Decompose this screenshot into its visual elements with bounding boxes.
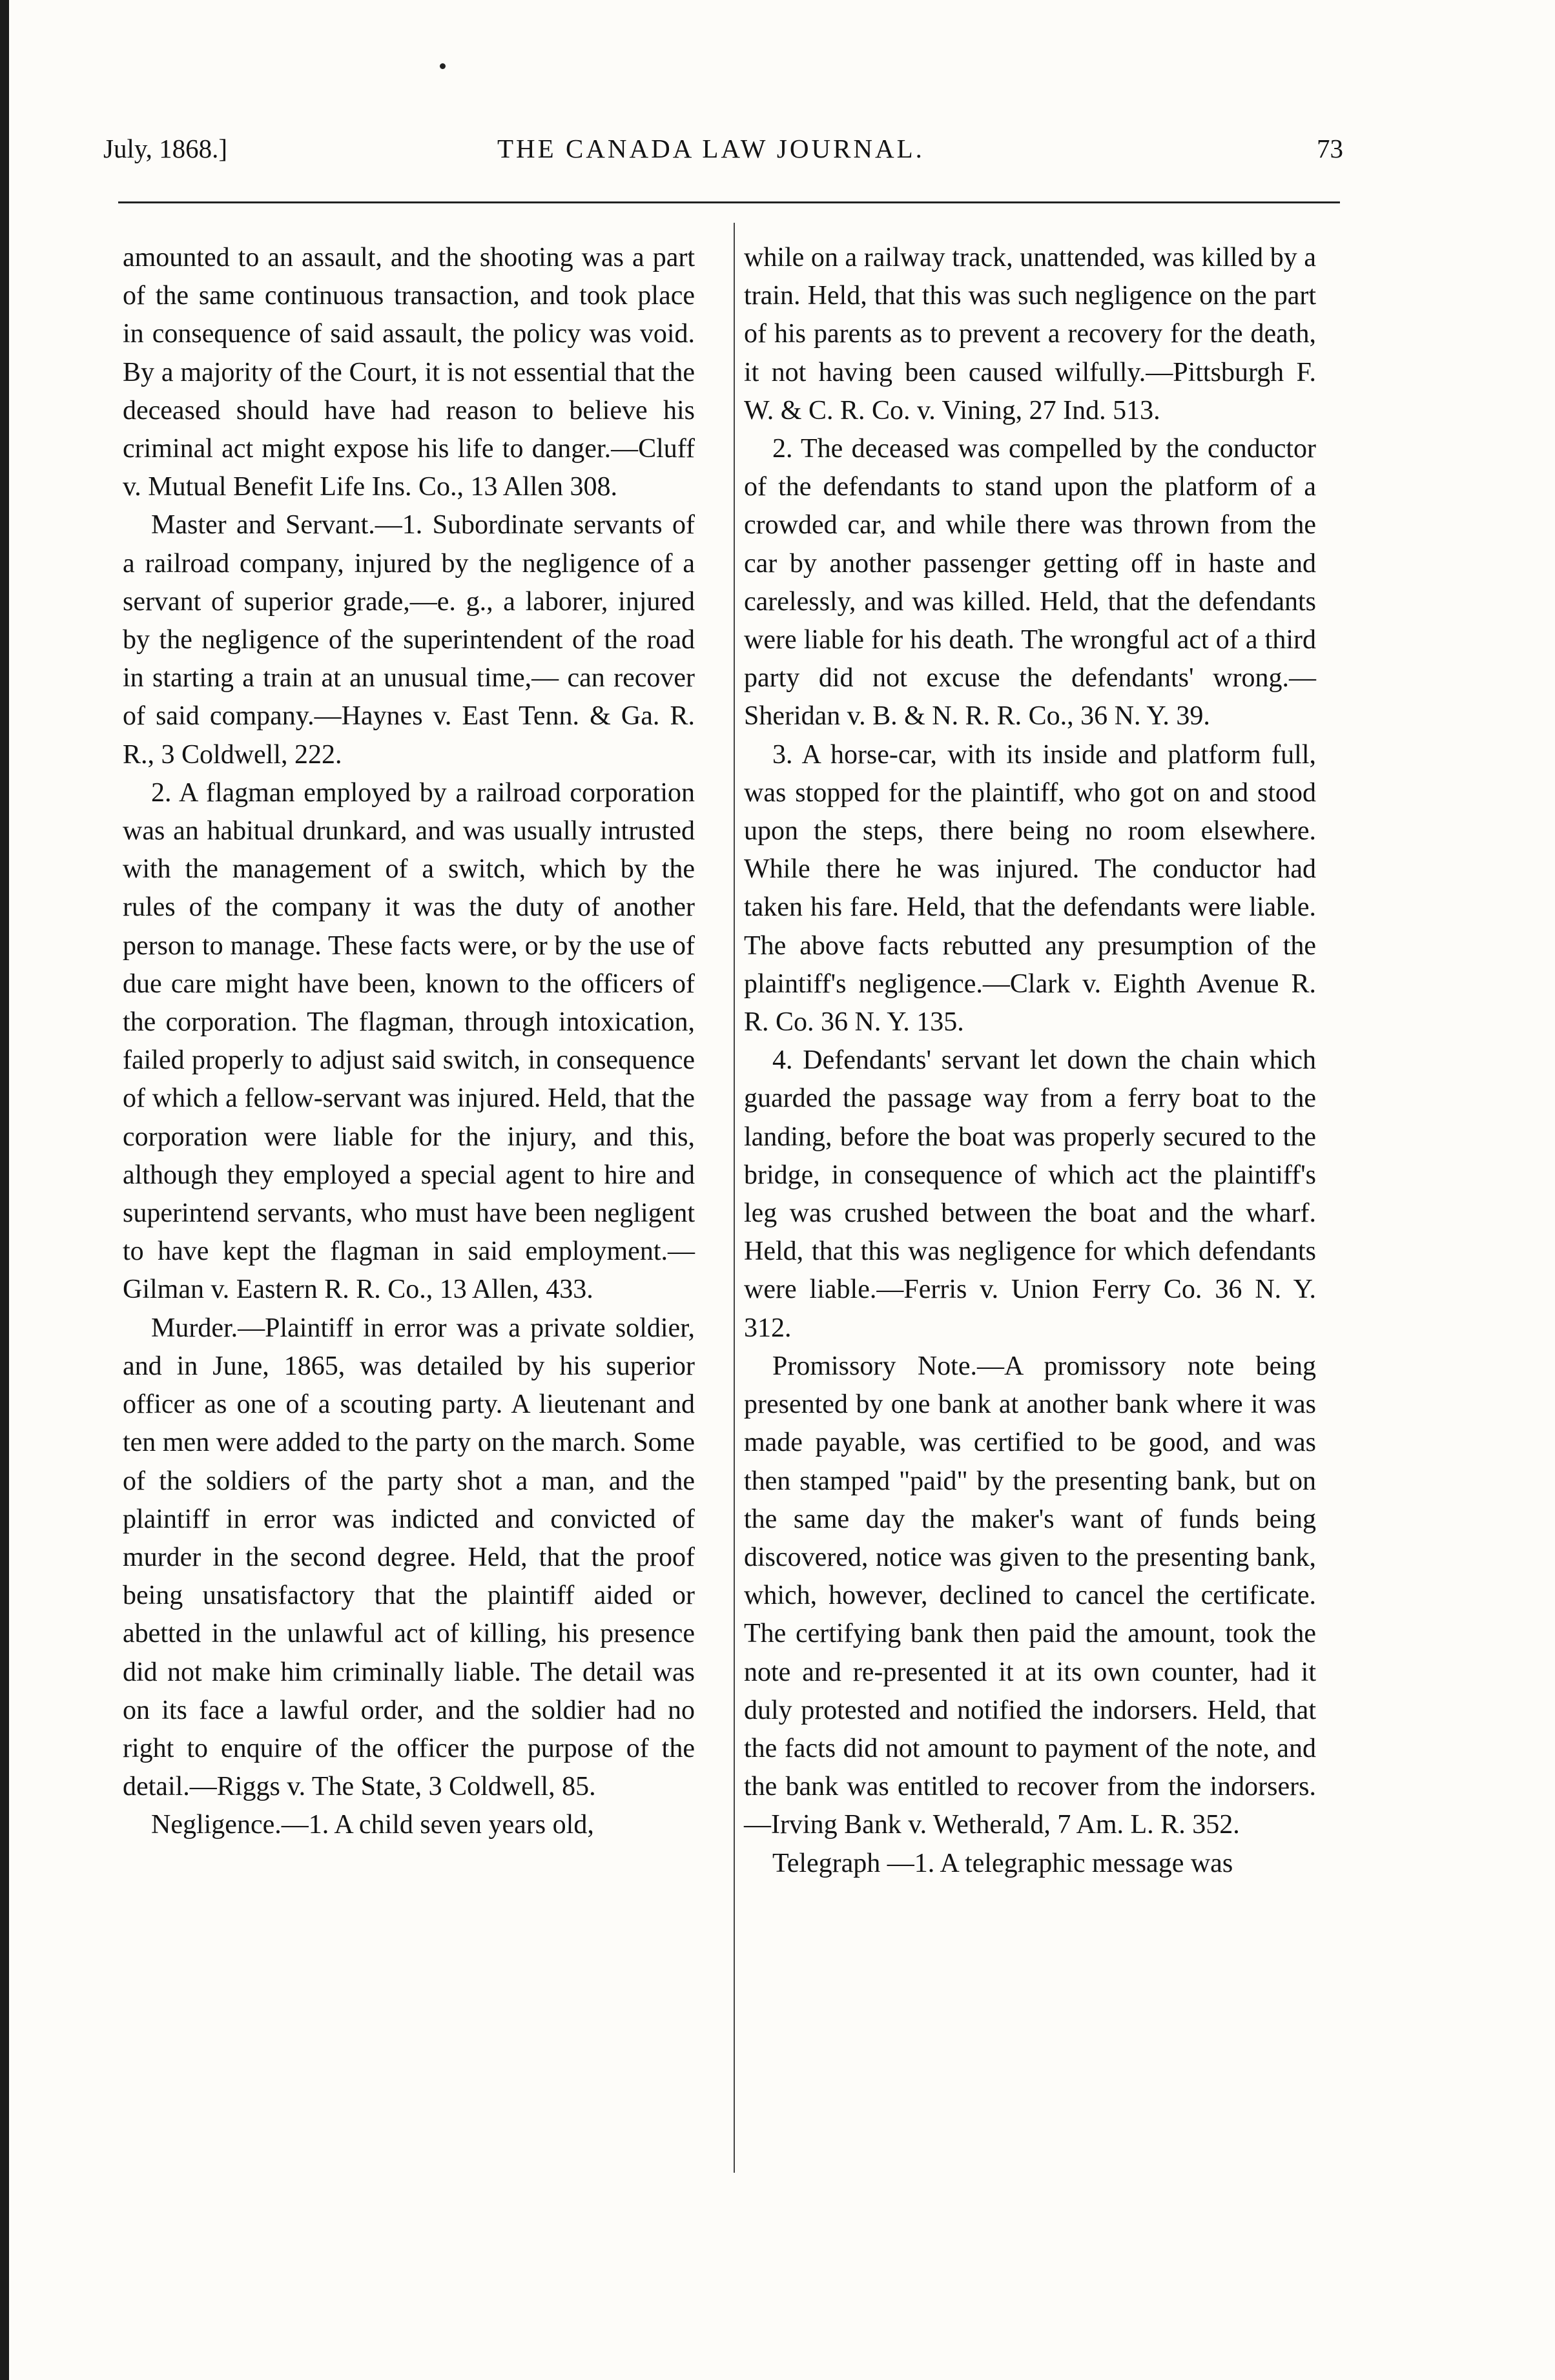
ink-speck: [440, 63, 446, 69]
running-header: [90, 133, 1343, 178]
paragraph: 4. Defendants' servant let down the chain which guarded the passage way from a ferry boat to the landing, before the boat was properly secured to the bridge, in consequence of which act the plaintiff's leg was crushed between the boat and the wharf. Held, that this was negligence for which defendants were liable.—Ferris v. Union Ferry Co. 36 N. Y. 312.: [744, 1045, 1316, 1343]
paragraph: Master and Servant.—1. Subordinate servants of a railroad company, injured by the negligence of a servant of superior grade,—e. g., a laborer, injured by the negligence of the superintendent of the road in starting a train at an unusual time,— can recover of said company.—Haynes v. East Tenn. & Ga. R. R., 3 Coldwell, 222.: [123, 510, 695, 770]
page-binding-edge: [0, 0, 9, 2380]
journal-title: THE CANADA LAW JOURNAL.: [497, 134, 925, 163]
paragraph: Telegraph —1. A telegraphic message was: [772, 1848, 1233, 1878]
paragraph: Negligence.—1. A child seven years old,: [151, 1810, 594, 1840]
right-column: [744, 239, 1316, 1883]
paragraph: 3. A horse-car, with its inside and platform full, was stopped for the plaintiff, who got on and stood upon the steps, there being no room elsewhere. While there he was injured. The conductor had taken his fare. Held, that the defendants were liable. The above facts rebutted any presumption of the plaintiff's negligence.—Clark v. Eighth Avenue R. R. Co. 36 N. Y. 135.: [744, 739, 1316, 1038]
paragraph: Murder.—Plaintiff in error was a private soldier, and in June, 1865, was detailed by his superior officer as one of a scouting party. A lieutenant and ten men were added to the party on the march. Some of the soldiers of the party shot a man, and the plaintiff in error was indicted and convicted of murder in the second degree. Held, that the proof being unsatisfactory that the plaintiff aided or abetted in the unlawful act of killing, his presence did not make him criminally liable. The detail was on its face a lawful order, and the soldier had no right to enquire of the officer the purpose of the detail.—Riggs v. The State, 3 Coldwell, 85.: [123, 1313, 695, 1802]
header-rule: [118, 201, 1340, 203]
paragraph: while on a railway track, unattended, was killed by a train. Held, that this was such negligence on the part of his parents as to prevent a recovery for the death, it not having been caused wilfully.—Pittsburgh F. W. & C. R. Co. v. Vining, 27 Ind. 513.: [744, 243, 1316, 426]
paragraph: 2. A flagman employed by a railroad corporation was an habitual drunkard, and was usually intrusted with the management of a switch, which by the rules of the company it was the duty of another person to manage. These facts were, or by the use of due care might have been, known to the officers of the corporation. The flagman, through intoxication, failed properly to adjust said switch, in consequence of which a fellow-servant was injured. Held, that the corporation were liable for the injury, and this, although they employed a special agent to hire and superintend servants, who must have been negligent to have kept the flagman in said employment.—Gilman v. Eastern R. R. Co., 13 Allen, 433.: [123, 777, 695, 1305]
paragraph: 2. The deceased was compelled by the conductor of the defendants to stand upon the platform of a crowded car, and while there was thrown from the car by another passenger getting off in haste and carelessly, and was killed. Held, that the defendants were liable for his death. The wrongful act of a third party did not excuse the defendants' wrong.—Sheridan v. B. & N. R. R. Co., 36 N. Y. 39.: [744, 434, 1316, 732]
left-column: [123, 239, 695, 1845]
page-number: 73: [1317, 134, 1343, 163]
paragraph: Promissory Note.—A promissory note being presented by one bank at another bank where it was made payable, was certified to be good, and was then stamped "paid" by the presenting bank, but on the same day the maker's want of funds being discovered, notice was given to the presenting bank, which, however, declined to cancel the certificate. The certifying bank then paid the amount, took the note and re-presented it at its own counter, had it duly protested and notified the indorsers. Held, that the facts did not amount to payment of the note, and the bank was entitled to recover from the indorsers.—Irving Bank v. Wetherald, 7 Am. L. R. 352.: [744, 1351, 1316, 1840]
column-divider: [734, 223, 735, 2173]
paragraph: amounted to an assault, and the shooting was a part of the same continuous transaction, and took place in consequence of said assault, the policy was void. By a majority of the Court, it is not essential that the deceased should have had reason to believe his criminal act might expose his life to danger.—Cluff v. Mutual Benefit Life Ins. Co., 13 Allen 308.: [123, 243, 695, 502]
header-date: July, 1868.]: [103, 134, 228, 163]
